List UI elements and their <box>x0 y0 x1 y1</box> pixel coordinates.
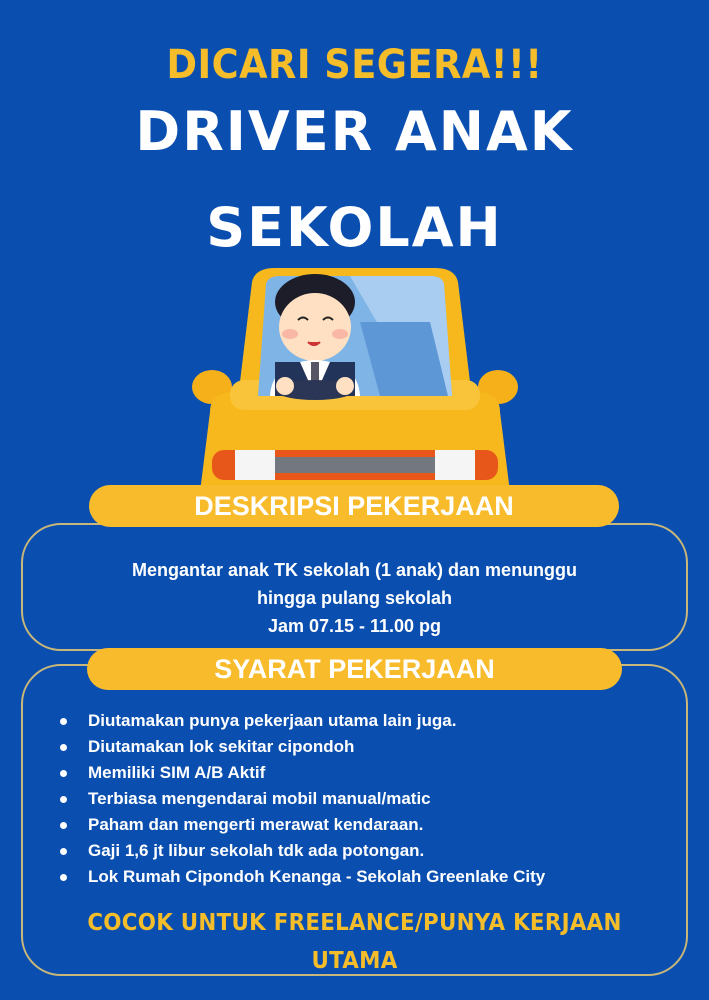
title-line-2: SEKOLAH <box>206 196 503 259</box>
requirement-item: Lok Rumah Cipondoh Kenanga - Sekolah Greenlake City <box>58 864 545 890</box>
footer-tagline <box>21 904 688 980</box>
requirement-item: Paham dan mengerti merawat kendaraan. <box>58 812 545 838</box>
description-hours: Jam 07.15 - 11.00 pg <box>267 616 442 636</box>
bullet-icon <box>60 874 67 881</box>
requirement-item: Diutamakan punya pekerjaan utama lain juga. <box>58 708 545 734</box>
bullet-icon <box>60 822 67 829</box>
bullet-icon <box>60 744 67 751</box>
footer-line-2: UTAMA <box>311 948 398 974</box>
bullet-icon <box>60 796 67 803</box>
headline: DICARI SEGERA!!! <box>166 42 543 88</box>
footer-line-1: COCOK UNTUK FREELANCE/PUNYA KERJAAN <box>87 910 622 936</box>
title-line-1: DRIVER ANAK <box>135 100 574 163</box>
requirements-heading: SYARAT PEKERJAAN <box>87 648 622 690</box>
description-text <box>21 556 688 640</box>
bullet-icon <box>60 770 67 777</box>
requirements-list <box>58 708 545 890</box>
bullet-icon <box>60 848 67 855</box>
requirement-item: Terbiasa mengendarai mobil manual/matic <box>58 786 545 812</box>
description-heading: DESKRIPSI PEKERJAAN <box>89 485 619 527</box>
driver-car-illustration <box>180 262 530 492</box>
description-line: Mengantar anak TK sekolah (1 anak) dan menunggu <box>131 560 578 580</box>
requirement-item: Diutamakan lok sekitar cipondoh <box>58 734 545 760</box>
requirement-item: Memiliki SIM A/B Aktif <box>58 760 545 786</box>
bullet-icon <box>60 718 67 725</box>
description-line: hingga pulang sekolah <box>256 588 453 608</box>
requirement-item: Gaji 1,6 jt libur sekolah tdk ada potongan. <box>58 838 545 864</box>
